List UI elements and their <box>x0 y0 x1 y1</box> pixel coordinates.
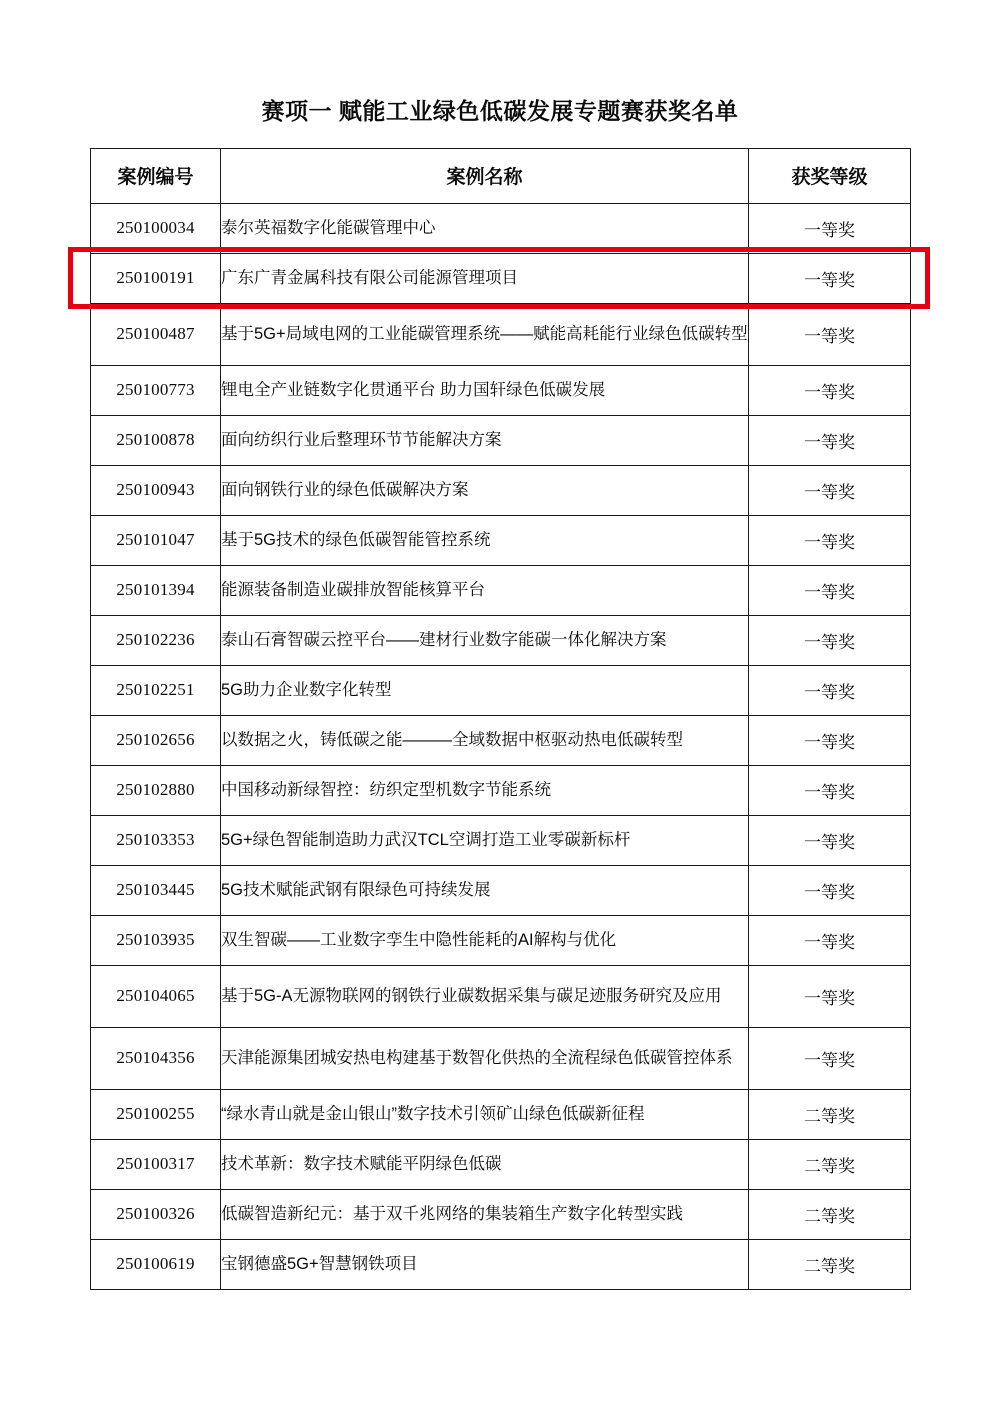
table-row <box>91 1027 911 1089</box>
cell-case-name: 天津能源集团城安热电构建基于数智化供热的全流程绿色低碳管控体系 <box>221 1027 749 1089</box>
cell-case-code: 250100487 <box>91 303 221 365</box>
cell-case-name: 泰山石膏智碳云控平台——建材行业数字能碳一体化解决方案 <box>221 615 749 665</box>
cell-case-name: 锂电全产业链数字化贯通平台 助力国轩绿色低碳发展 <box>221 365 749 415</box>
cell-case-code: 250100878 <box>91 415 221 465</box>
cell-award-level: 一等奖 <box>749 515 911 565</box>
table-header <box>91 148 911 203</box>
column-header-level: 获奖等级 <box>749 148 911 203</box>
cell-case-name: 5G+绿色智能制造助力武汉TCL空调打造工业零碳新标杆 <box>221 815 749 865</box>
cell-case-name: 广东广青金属科技有限公司能源管理项目 <box>221 253 749 303</box>
cell-award-level: 一等奖 <box>749 203 911 253</box>
table-row <box>91 1139 911 1189</box>
cell-case-code: 250103353 <box>91 815 221 865</box>
cell-case-code: 250103445 <box>91 865 221 915</box>
cell-case-name: 以数据之火，铸低碳之能———全域数据中枢驱动热电低碳转型 <box>221 715 749 765</box>
cell-award-level: 二等奖 <box>749 1189 911 1239</box>
cell-case-code: 250100191 <box>91 253 221 303</box>
cell-case-name: 双生智碳——工业数字孪生中隐性能耗的AI解构与优化 <box>221 915 749 965</box>
table-row <box>91 465 911 515</box>
table-row <box>91 1089 911 1139</box>
cell-award-level: 二等奖 <box>749 1089 911 1139</box>
cell-case-code: 250100326 <box>91 1189 221 1239</box>
cell-award-level: 一等奖 <box>749 1027 911 1089</box>
cell-award-level: 一等奖 <box>749 765 911 815</box>
table-row <box>91 415 911 465</box>
table-row <box>91 203 911 253</box>
cell-award-level: 一等奖 <box>749 565 911 615</box>
cell-award-level: 一等奖 <box>749 915 911 965</box>
cell-case-name: 基于5G技术的绿色低碳智能管控系统 <box>221 515 749 565</box>
cell-award-level: 一等奖 <box>749 253 911 303</box>
cell-case-name: 面向钢铁行业的绿色低碳解决方案 <box>221 465 749 515</box>
cell-case-name: 基于5G-A无源物联网的钢铁行业碳数据采集与碳足迹服务研究及应用 <box>221 965 749 1027</box>
cell-case-name: 能源装备制造业碳排放智能核算平台 <box>221 565 749 615</box>
cell-case-code: 250103935 <box>91 915 221 965</box>
cell-case-code: 250101394 <box>91 565 221 615</box>
cell-case-code: 250102236 <box>91 615 221 665</box>
table-row <box>91 515 911 565</box>
cell-case-code: 250102656 <box>91 715 221 765</box>
cell-case-code: 250101047 <box>91 515 221 565</box>
cell-award-level: 二等奖 <box>749 1239 911 1289</box>
cell-award-level: 一等奖 <box>749 865 911 915</box>
cell-case-code: 250100943 <box>91 465 221 515</box>
cell-case-code: 250100773 <box>91 365 221 415</box>
column-header-name: 案例名称 <box>221 148 749 203</box>
cell-case-name: 泰尔英福数字化能碳管理中心 <box>221 203 749 253</box>
cell-case-code: 250100317 <box>91 1139 221 1189</box>
table-row <box>91 715 911 765</box>
table-row <box>91 303 911 365</box>
award-table-container <box>90 148 910 1290</box>
cell-award-level: 一等奖 <box>749 965 911 1027</box>
cell-case-name: 技术革新：数字技术赋能平阴绿色低碳 <box>221 1139 749 1189</box>
table-row <box>91 565 911 615</box>
cell-award-level: 一等奖 <box>749 365 911 415</box>
cell-case-code: 250100034 <box>91 203 221 253</box>
cell-award-level: 一等奖 <box>749 303 911 365</box>
table-row <box>91 865 911 915</box>
column-header-code: 案例编号 <box>91 148 221 203</box>
cell-award-level: 二等奖 <box>749 1139 911 1189</box>
cell-award-level: 一等奖 <box>749 415 911 465</box>
cell-case-name: 5G助力企业数字化转型 <box>221 665 749 715</box>
cell-award-level: 一等奖 <box>749 815 911 865</box>
table-row <box>91 815 911 865</box>
cell-award-level: 一等奖 <box>749 715 911 765</box>
cell-case-name: 基于5G+局域电网的工业能碳管理系统——赋能高耗能行业绿色低碳转型 <box>221 303 749 365</box>
cell-case-name: 宝钢德盛5G+智慧钢铁项目 <box>221 1239 749 1289</box>
cell-award-level: 一等奖 <box>749 615 911 665</box>
cell-case-code: 250104356 <box>91 1027 221 1089</box>
table-row <box>91 1189 911 1239</box>
table-row <box>91 1239 911 1289</box>
table-row <box>91 615 911 665</box>
cell-case-code: 250104065 <box>91 965 221 1027</box>
cell-case-name: 低碳智造新纪元：基于双千兆网络的集装箱生产数字化转型实践 <box>221 1189 749 1239</box>
cell-award-level: 一等奖 <box>749 665 911 715</box>
table-row <box>91 365 911 415</box>
table-row <box>91 965 911 1027</box>
table-row <box>91 253 911 303</box>
cell-award-level: 一等奖 <box>749 465 911 515</box>
table-body <box>91 203 911 1289</box>
cell-case-name: 中国移动新绿智控：纺织定型机数字节能系统 <box>221 765 749 815</box>
cell-case-name: 5G技术赋能武钢有限绿色可持续发展 <box>221 865 749 915</box>
award-table <box>90 148 911 1290</box>
cell-case-code: 250102251 <box>91 665 221 715</box>
table-row <box>91 765 911 815</box>
cell-case-name: “绿水青山就是金山银山”数字技术引领矿山绿色低碳新征程 <box>221 1089 749 1139</box>
cell-case-code: 250100255 <box>91 1089 221 1139</box>
cell-case-code: 250100619 <box>91 1239 221 1289</box>
cell-case-name: 面向纺织行业后整理环节节能解决方案 <box>221 415 749 465</box>
page-title: 赛项一 赋能工业绿色低碳发展专题赛获奖名单 <box>261 98 739 124</box>
table-row <box>91 665 911 715</box>
table-row <box>91 915 911 965</box>
cell-case-code: 250102880 <box>91 765 221 815</box>
